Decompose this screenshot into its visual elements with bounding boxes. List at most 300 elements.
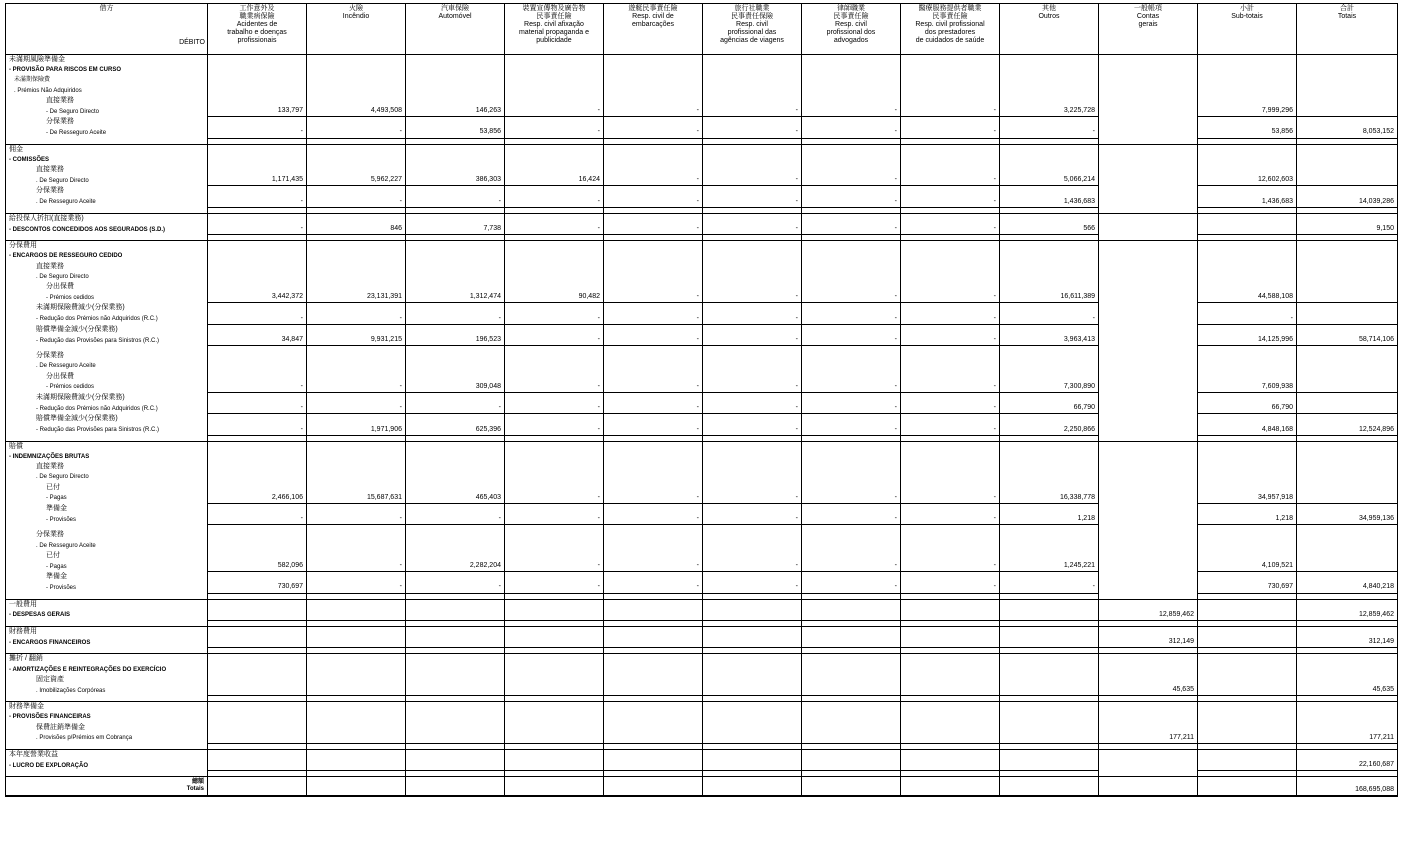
value-cell [901,55,1000,66]
value-cell: - [505,127,604,138]
value-cell [802,117,901,128]
value-cell [1297,702,1398,713]
value-cell: - [1000,314,1099,325]
value-cell: - [802,493,901,504]
value-cell [703,654,802,665]
value-cell [208,213,307,224]
value-cell: - [505,582,604,593]
total-cell [1099,777,1198,797]
value-cell [604,272,703,282]
value-cell [505,272,604,282]
row-label: 給投保人折扣(直接業務) [6,213,208,224]
value-cell: - [406,582,505,593]
value-cell: 34,959,136 [1297,514,1398,525]
column-header-zh: 一般帳項 [1134,5,1162,12]
value-cell [1297,472,1398,482]
value-cell [901,599,1000,610]
value-cell [1000,213,1099,224]
column-header-zh: 小計 [1240,5,1254,12]
value-cell [802,750,901,761]
value-cell: - [802,224,901,235]
value-cell [505,251,604,261]
value-cell: - [802,403,901,414]
table-row [6,335,1398,346]
value-cell [1297,186,1398,197]
column-header-zh: 裝置宣傳物及廣告物 民事責任險 [522,5,586,20]
value-cell: - [307,582,406,593]
value-cell [802,262,901,272]
value-cell [307,75,406,85]
value-cell [703,452,802,462]
value-cell [406,750,505,761]
value-cell [208,452,307,462]
value-cell [406,303,505,314]
table-row [6,665,1398,675]
value-cell: - [802,582,901,593]
value-cell [307,685,406,696]
value-cell: - [703,561,802,572]
value-cell [1000,186,1099,197]
row-label: 準備金 [6,572,208,583]
value-cell [505,75,604,85]
value-cell [406,610,505,621]
value-cell [1000,760,1099,771]
table-row [6,106,1398,117]
value-cell [505,530,604,540]
value-cell [1198,324,1297,335]
value-cell [307,303,406,314]
value-cell: - [208,197,307,208]
value-cell: - [901,425,1000,436]
value-cell [901,472,1000,482]
value-cell [604,637,703,648]
value-cell: 12,859,462 [1099,610,1198,621]
value-cell [802,541,901,551]
row-label: - Provisões [6,582,208,593]
table-row [6,504,1398,515]
row-label: 未滿期保險費減少(分保業務) [6,303,208,314]
value-cell [307,55,406,66]
row-label: 分保業務 [6,186,208,197]
value-cell [1198,117,1297,128]
value-cell [604,282,703,292]
value-cell: - [604,314,703,325]
value-cell [307,723,406,733]
value-cell: 7,300,890 [1000,382,1099,393]
value-cell: - [604,224,703,235]
value-cell [505,504,604,515]
value-cell [1099,393,1198,404]
value-cell [1000,372,1099,382]
value-cell: - [604,292,703,303]
value-cell [1099,472,1198,482]
value-cell: 90,482 [505,292,604,303]
value-cell [1000,637,1099,648]
value-cell [802,282,901,292]
value-cell [1297,712,1398,722]
value-cell [703,504,802,515]
row-label: 直接業務 [6,165,208,175]
value-cell [406,165,505,175]
value-cell [1000,165,1099,175]
table-row [6,213,1398,224]
value-cell: - [703,382,802,393]
value-cell [1198,224,1297,235]
value-cell [901,675,1000,685]
value-cell [1198,262,1297,272]
value-cell: - [307,197,406,208]
value-cell [901,86,1000,96]
value-cell [604,760,703,771]
value-cell: - [901,127,1000,138]
column-header [802,4,901,55]
value-cell [802,462,901,472]
table-row [6,702,1398,713]
value-cell [505,96,604,106]
value-cell: - [802,335,901,346]
value-cell: 53,856 [1198,127,1297,138]
value-cell [1000,414,1099,425]
value-cell [901,504,1000,515]
table-row [6,165,1398,175]
value-cell [802,213,901,224]
value-cell: - [406,197,505,208]
value-cell: - [505,561,604,572]
value-cell: - [901,493,1000,504]
value-cell [604,685,703,696]
column-header [604,4,703,55]
value-cell [1198,685,1297,696]
value-cell [406,282,505,292]
value-cell [307,472,406,482]
value-cell [1099,572,1198,583]
row-label: - DESCONTOS CONCEDIDOS AOS SEGURADOS (S.D.) [6,224,208,235]
value-cell [1198,361,1297,371]
value-cell [703,685,802,696]
value-cell [1099,665,1198,675]
value-cell [406,117,505,128]
value-cell [802,723,901,733]
value-cell [307,675,406,685]
value-cell [1000,65,1099,75]
value-cell [208,551,307,561]
table-row [6,654,1398,665]
value-cell: 1,218 [1198,514,1297,525]
column-header [1099,4,1198,55]
value-cell [505,572,604,583]
value-cell [802,441,901,452]
row-label: 分保業務 [6,351,208,361]
value-cell: - [604,493,703,504]
value-cell [1297,723,1398,733]
value-cell [307,393,406,404]
table-row [6,372,1398,382]
value-cell [208,86,307,96]
value-cell [208,251,307,261]
value-cell: 14,125,996 [1198,335,1297,346]
value-cell [802,251,901,261]
table-row [6,224,1398,235]
value-cell [406,472,505,482]
value-cell [703,55,802,66]
row-label: - COMISSÕES [6,155,208,165]
value-cell: 16,338,778 [1000,493,1099,504]
value-cell: 5,066,214 [1000,175,1099,186]
total-cell [208,777,307,797]
value-cell [1099,282,1198,292]
value-cell [505,351,604,361]
value-cell [307,324,406,335]
value-cell [1198,572,1297,583]
value-cell [1198,213,1297,224]
value-cell [307,165,406,175]
value-cell [1297,144,1398,155]
row-label: 佣金 [6,144,208,155]
value-cell: - [307,561,406,572]
value-cell [1000,627,1099,638]
table-row [6,292,1398,303]
value-cell [703,144,802,155]
value-cell [1198,702,1297,713]
header-row [6,4,1398,55]
value-cell: - [1198,314,1297,325]
value-cell [1297,493,1398,504]
header-label-zh: 借方 [99,5,114,12]
value-cell: - [505,224,604,235]
value-cell [208,117,307,128]
value-cell [208,599,307,610]
value-cell [307,627,406,638]
value-cell [307,530,406,540]
column-header-zh: 律師職業 民事責任險 [833,5,869,20]
value-cell [1198,155,1297,165]
value-cell: - [703,127,802,138]
value-cell [703,723,802,733]
value-cell [604,441,703,452]
value-cell [1099,702,1198,713]
value-cell [1198,351,1297,361]
row-label: - INDEMNIZAÇÕES BRUTAS [6,452,208,462]
value-cell [208,675,307,685]
value-cell [1000,86,1099,96]
value-cell [802,637,901,648]
value-cell [307,213,406,224]
value-cell [1000,572,1099,583]
value-cell: - [703,514,802,525]
value-cell [1297,251,1398,261]
value-cell: - [703,582,802,593]
value-cell: 4,493,508 [307,106,406,117]
value-cell [1099,251,1198,261]
value-cell: 4,848,168 [1198,425,1297,436]
row-label: 賠償準備金減少(分保業務) [6,414,208,425]
value-cell [1297,213,1398,224]
value-cell [901,75,1000,85]
column-header [901,4,1000,55]
row-label: 準備金 [6,504,208,515]
value-cell [208,361,307,371]
value-cell [1000,702,1099,713]
value-cell [307,712,406,722]
value-cell [1099,760,1198,771]
value-cell [604,55,703,66]
value-cell [802,452,901,462]
value-cell [1099,541,1198,551]
value-cell [901,272,1000,282]
row-label: . De Resseguro Aceite [6,361,208,371]
value-cell [1000,541,1099,551]
total-cell [1000,777,1099,797]
value-cell: 9,931,215 [307,335,406,346]
value-cell [703,303,802,314]
table-row [6,96,1398,106]
value-cell [505,723,604,733]
value-cell [208,637,307,648]
value-cell [604,723,703,733]
value-cell [1099,65,1198,75]
value-cell [1000,324,1099,335]
value-cell [901,733,1000,744]
value-cell: - [505,382,604,393]
value-cell [604,262,703,272]
total-cell [901,777,1000,797]
value-cell [406,462,505,472]
value-cell: 45,635 [1297,685,1398,696]
table-row [6,712,1398,722]
value-cell [1297,175,1398,186]
value-cell [1000,96,1099,106]
value-cell [406,637,505,648]
value-cell [505,213,604,224]
value-cell [703,675,802,685]
value-cell [505,55,604,66]
value-cell [1000,483,1099,493]
value-cell [208,627,307,638]
table-row [6,175,1398,186]
value-cell [901,637,1000,648]
value-cell [1099,403,1198,414]
value-cell [307,452,406,462]
value-cell: - [901,224,1000,235]
value-cell [208,654,307,665]
value-cell: - [604,514,703,525]
row-label: . Prémios Não Adquiridos [6,86,208,96]
value-cell [604,541,703,551]
column-header-pt: Contas gerais [1136,13,1160,28]
row-label: - LUCRO DE EXPLORAÇÃO [6,760,208,771]
value-cell [208,155,307,165]
value-cell [703,627,802,638]
value-cell [802,155,901,165]
total-cell [406,777,505,797]
value-cell [406,627,505,638]
value-cell [1297,262,1398,272]
value-cell [1198,637,1297,648]
value-cell [703,393,802,404]
value-cell [1000,55,1099,66]
table-row [6,582,1398,593]
value-cell: - [703,335,802,346]
row-label: 分保業務 [6,530,208,540]
value-cell [703,665,802,675]
value-cell [1099,186,1198,197]
value-cell [406,65,505,75]
value-cell [703,117,802,128]
value-cell [901,572,1000,583]
value-cell [802,572,901,583]
value-cell [901,723,1000,733]
column-header-zh: 旅行社職業 民事責任保險 [731,5,773,20]
value-cell [604,155,703,165]
value-cell [505,282,604,292]
table-row [6,155,1398,165]
value-cell [1000,155,1099,165]
value-cell [208,272,307,282]
value-cell [802,504,901,515]
value-cell [703,462,802,472]
value-cell [1000,723,1099,733]
value-cell [1000,551,1099,561]
value-cell [901,324,1000,335]
value-cell [802,186,901,197]
value-cell [505,361,604,371]
value-cell [1099,165,1198,175]
value-cell [1297,65,1398,75]
value-cell: 2,466,106 [208,493,307,504]
column-header [208,4,307,55]
value-cell [208,241,307,252]
value-cell [703,361,802,371]
value-cell [802,303,901,314]
value-cell [1198,760,1297,771]
value-cell: - [604,403,703,414]
table-row [6,414,1398,425]
value-cell [1099,514,1198,525]
value-cell [604,530,703,540]
value-cell [901,462,1000,472]
value-cell [505,685,604,696]
value-cell [1198,610,1297,621]
value-cell [307,186,406,197]
value-cell [1297,86,1398,96]
value-cell [208,530,307,540]
total-cell [604,777,703,797]
value-cell [406,351,505,361]
value-cell [1198,483,1297,493]
row-label: 保費註銷準備金 [6,723,208,733]
table-row [6,272,1398,282]
value-cell [1000,351,1099,361]
value-cell [901,351,1000,361]
column-header-pt: Resp. civil profissional dos advogados [826,21,876,44]
row-label: . De Seguro Directo [6,272,208,282]
value-cell [406,241,505,252]
value-cell [406,144,505,155]
value-cell [1099,213,1198,224]
value-cell [703,186,802,197]
value-cell [1297,654,1398,665]
value-cell [406,733,505,744]
table-row [6,361,1398,371]
value-cell: - [604,175,703,186]
value-cell: 3,963,413 [1000,335,1099,346]
row-label: 已付 [6,551,208,561]
value-cell [1000,117,1099,128]
value-cell [901,654,1000,665]
row-label: - Redução dos Prémios não Adquiridos (R.C.) [6,314,208,325]
value-cell [208,65,307,75]
value-cell [1297,314,1398,325]
